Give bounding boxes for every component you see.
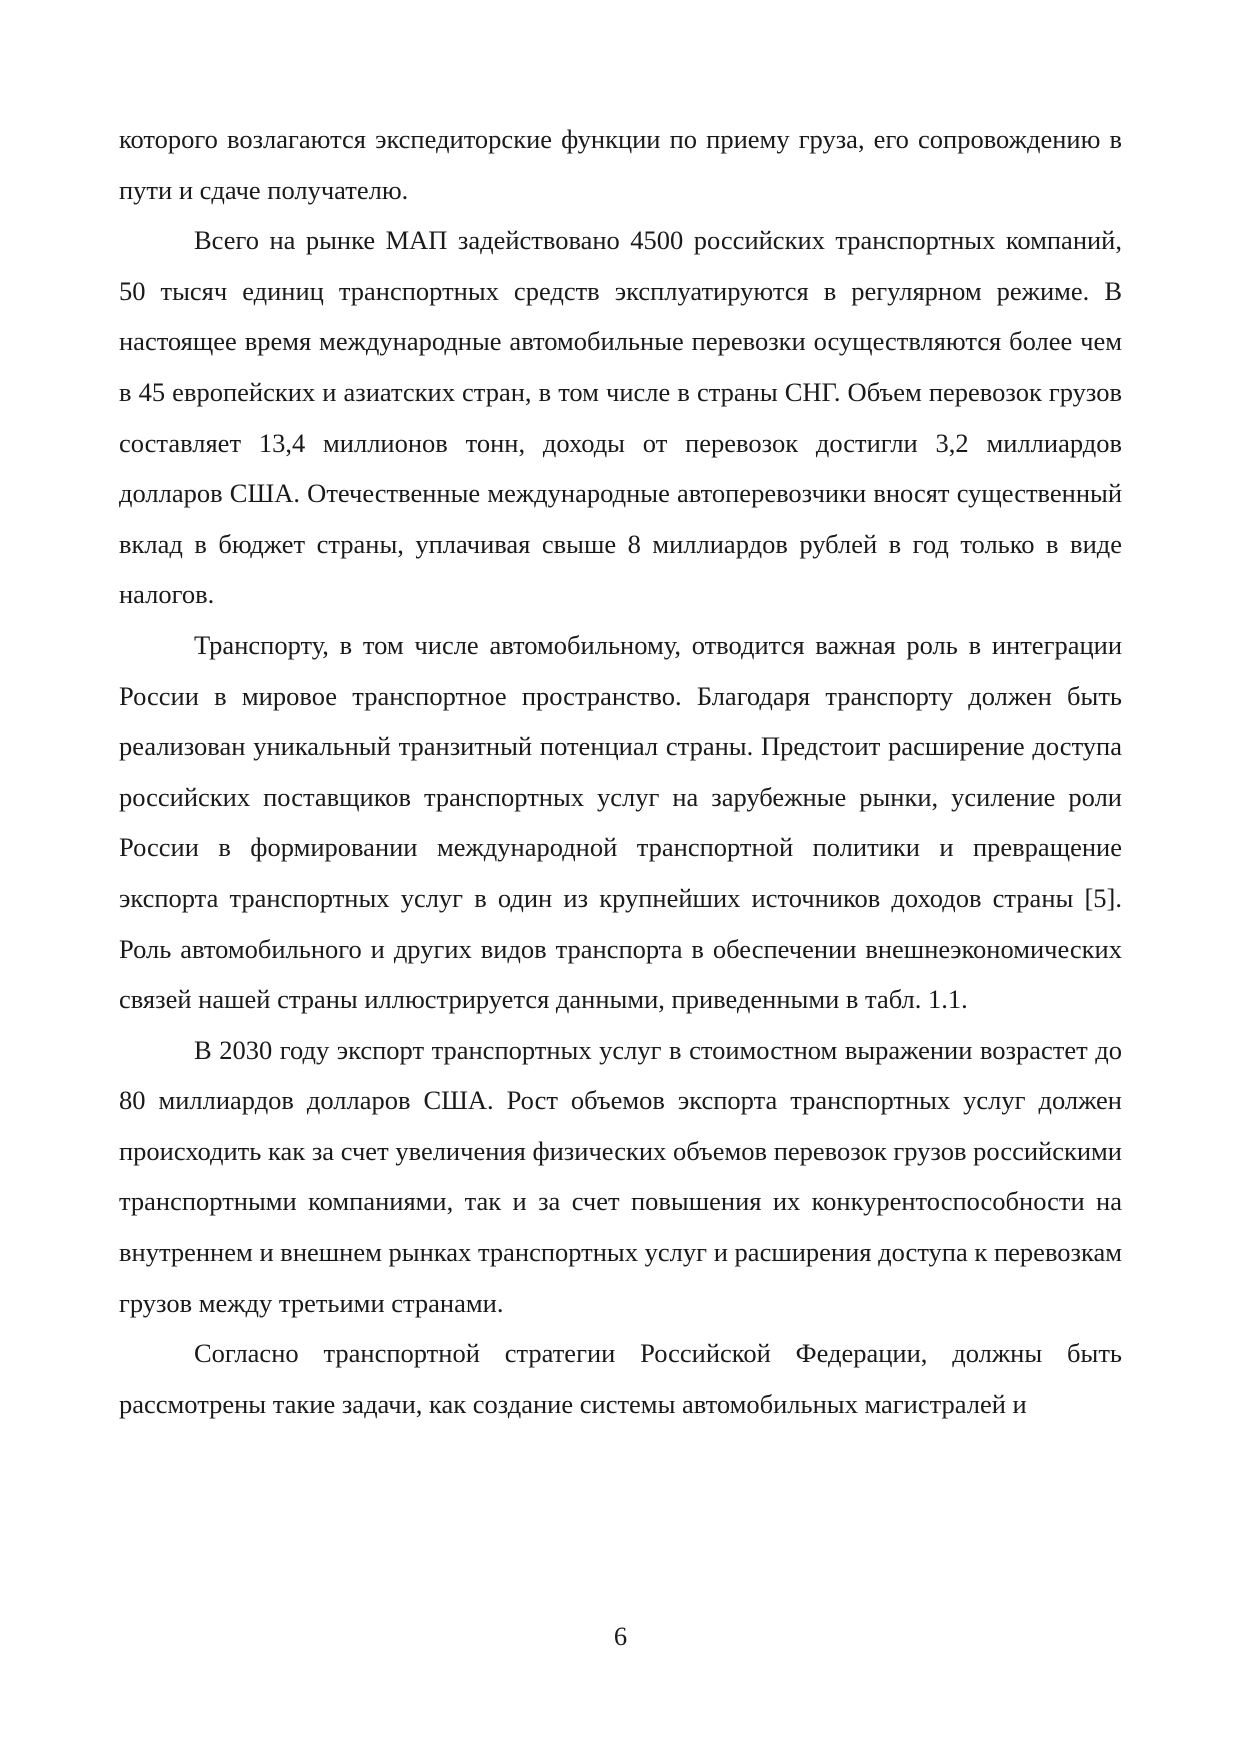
paragraph-transport-strategy: Согласно транспортной стратегии Российской Федерации, должны быть рассмотрены такие задачи, как создание системы автомобильных магистралей и — [119, 1338, 1122, 1419]
paragraph-transport-integration: Транспорту, в том числе автомобильному, отводится важная роль в интеграции России в мировое транспортное пространство. Благодаря транспорту должен быть реализован уникальный транзитный потенциал страны. Предстоит расширение доступа российских поставщиков транспортных услуг на зарубежные рынки, усиление роли России в формировании международной транспортной политики и превращение экспорта транспортных услуг в один из крупнейших источников доходов страны [5]. Роль автомобильного и других видов транспорта в обеспечении внешнеэкономических связей нашей страны иллюстрируется данными, приведенными в табл. 1.1. — [119, 629, 1122, 1015]
paragraph-map-market: Всего на рынке МАП задействовано 4500 российских транспортных компаний, 50 тысяч единиц транспортных средств эксплуатируются в регулярном режиме. В настоящее время международные автомобильные перевозки осуществляются более чем в 45 европейских и азиатских стран, в том числе в страны СНГ. Объем перевозок грузов составляет 13,4 миллионов тонн, доходы от перевозок достигли 3,2 миллиардов долларов США. Отечественные международные автоперевозчики вносят существенный вклад в бюджет страны, уплачивая свыше 8 миллиардов рублей в год только в виде налогов. — [119, 225, 1122, 610]
paragraph-export-2030: В 2030 году экспорт транспортных услуг в стоимостном выражении возрастет до 80 миллиардов долларов США. Рост объемов экспорта транспортных услуг должен происходить как за счет увеличения физических объемов перевозок грузов российскими транспортными компаниями, так и за счет повышения их конкурентоспособности на внутреннем и внешнем рынках транспортных услуг и расширения доступа к перевозкам грузов между третьими странами. — [119, 1034, 1122, 1318]
page-number: 6 — [613, 1621, 628, 1651]
document-body — [119, 114, 1122, 1429]
paragraph-continuation: которого возлагаются экспедиторские функции по приему груза, его сопровождению в пути и сдаче получателю. — [119, 124, 1122, 205]
